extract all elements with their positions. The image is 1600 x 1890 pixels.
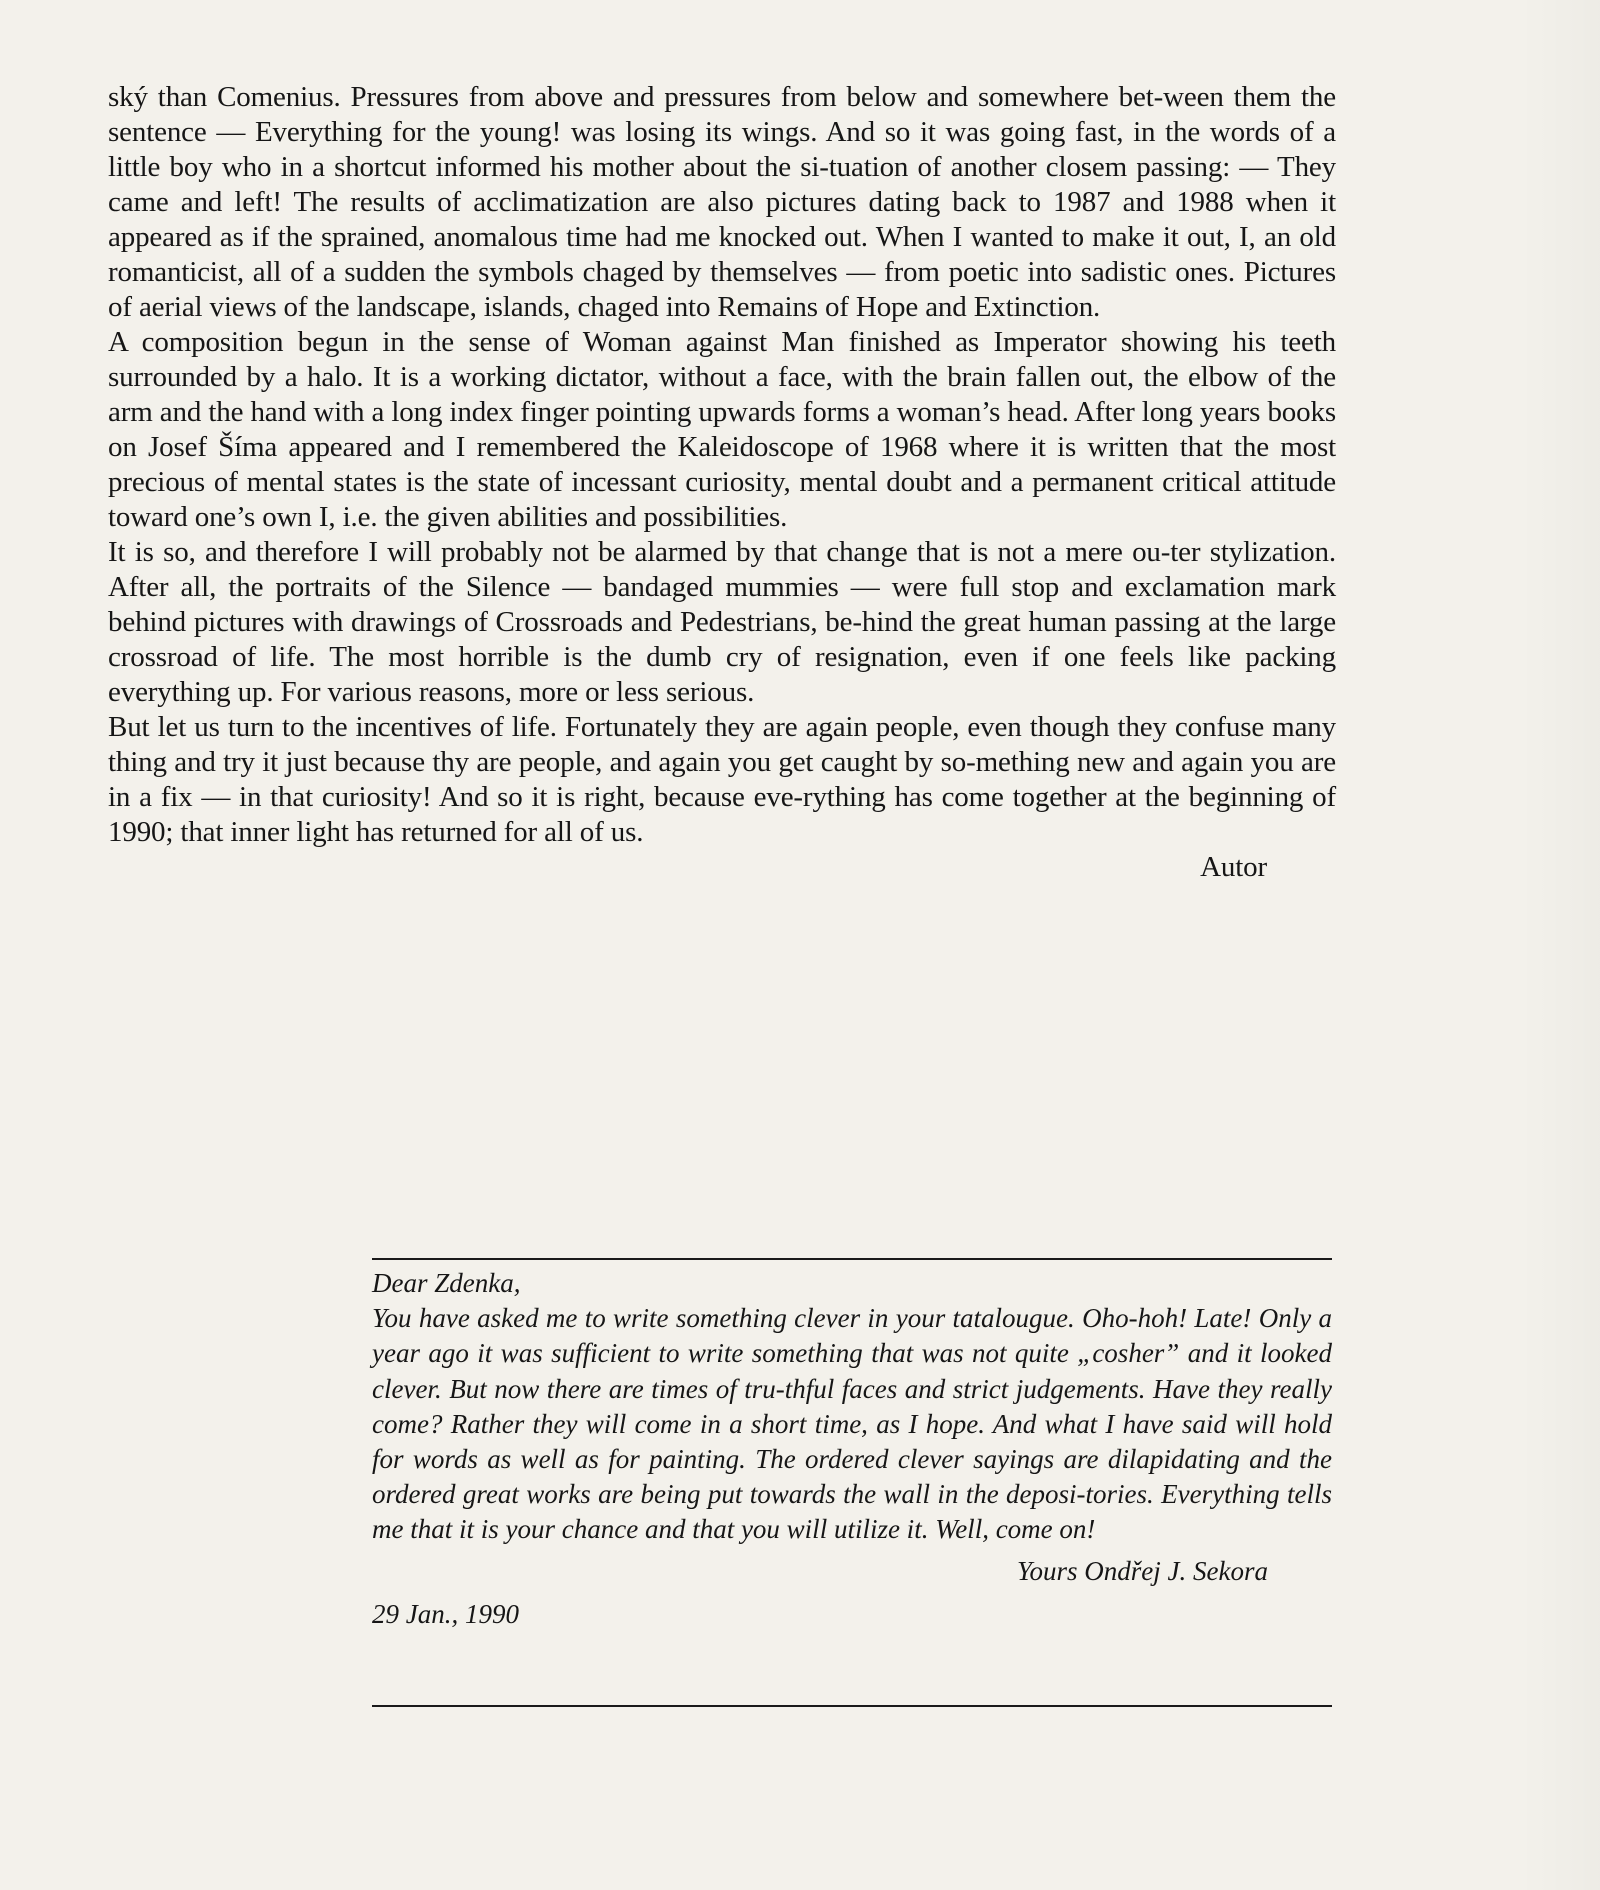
paragraph-4: But let us turn to the incentives of life. Fortunately they are again people, even though they confuse many thing and try it just because thy are people, and again you get caught by so-mething new and again you are in a fix — in that curiosity! And so it is right, because eve-rything has come together at the beginning of 1990; that inner light has returned for all of us. [108,711,1336,848]
letter-bottom-rule [372,1705,1332,1707]
author-signature: Autor [1200,851,1267,883]
paragraph-1: ský than Comenius. Pressures from above and pressures from below and somewhere bet-ween them the sentence — Everything for the young! was losing its wings. And so it was going fast, in the words of a little boy who in a shortcut informed his mother about the si-tuation of another closem passing: — They came and left! The results of acclimatization are also pictures dating back to 1987 and 1988 when it appeared as if the sprained, anomalous time had me knocked out. When I wanted to make it out, I, an old romanticist, all of a sudden the symbols chaged by themselves — from poetic into sadistic ones. Pictures of aerial views of the landscape, islands, chaged into Remains of Hope and Extinction. [108,81,1336,323]
main-text-block [108,80,1336,885]
letter-body: You have asked me to write something clever in your tatalougue. Oho-hoh! Late! Only a year ago it was sufficient to write something that was not quite „cosher” and it looked clever. But now there are times of tru-thful faces and strict judgements. Have they really come? Rather they will come in a short time, as I hope. And what I have said will hold for words as well as for painting. The ordered clever sayings are dilapidating and the ordered great works are being put towards the wall in the deposi-tories. Everything tells me that it is your chance and that you will utilize it. Well, come on! [372,1303,1332,1545]
page-edge-shadow [1520,0,1600,1890]
letter-top-rule [372,1258,1332,1260]
letter-signature: Yours Ondřej J. Sekora [1016,1555,1268,1586]
letter-block [372,1266,1332,1632]
letter-salutation: Dear Zdenka, [372,1268,521,1298]
paragraph-3: It is so, and therefore I will probably not be alarmed by that change that is not a mere ou-ter stylization. After all, the portraits of the Silence — bandaged mummies — were full stop and exclamation mark behind pictures with drawings of Crossroads and Pedestrians, be-hind the great human passing at the large crossroad of life. The most horrible is the dumb cry of resignation, even if one feels like packing everything up. For various reasons, more or less serious. [108,536,1336,708]
letter-date: 29 Jan., 1990 [372,1598,519,1629]
paragraph-2: A composition begun in the sense of Woman against Man finished as Imperator showing his teeth surrounded by a halo. It is a working dictator, without a face, with the brain fallen out, the elbow of the arm and the hand with a long index finger pointing upwards forms a woman’s head. After long years books on Josef Šíma appeared and I remembered the Kaleidoscope of 1968 where it is written that the most precious of mental states is the state of incessant curiosity, mental doubt and a permanent critical attitude toward one’s own I, i.e. the given abilities and possibilities. [108,326,1336,533]
